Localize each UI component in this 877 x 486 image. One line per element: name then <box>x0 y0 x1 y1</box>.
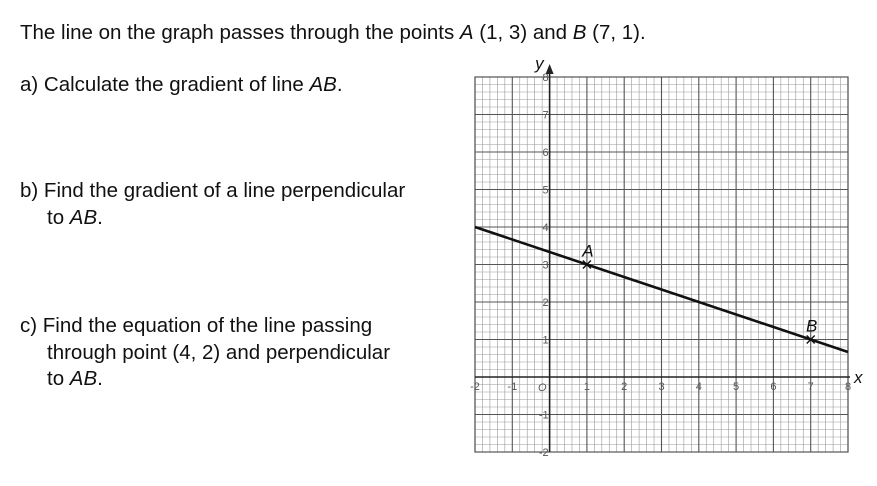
y-tick-label: 1 <box>542 334 549 347</box>
intro-part1: The line on the graph passes through the points <box>20 21 460 44</box>
x-tick-label: 5 <box>733 381 740 393</box>
y-tick-label: 3 <box>542 259 549 272</box>
x-tick-label: 8 <box>844 381 852 393</box>
x-tick-label: 3 <box>658 381 665 393</box>
point-a-coords: (1, 3) and <box>473 21 573 44</box>
question-c-var: AB <box>69 367 98 390</box>
y-tick-label: 6 <box>542 147 549 159</box>
question-b-var: AB <box>69 206 98 229</box>
x-tick-label: 2 <box>621 381 628 393</box>
point-b-label: B <box>806 316 818 336</box>
y-axis-label: y <box>535 54 544 73</box>
question-c-prefix: to <box>47 367 70 390</box>
point-a-label: A <box>582 241 594 261</box>
y-tick-label: 7 <box>542 109 549 122</box>
question-c-line1: c) Find the equation of the line passing <box>20 314 373 337</box>
x-axis-label: x <box>854 368 863 387</box>
question-a-var: AB <box>309 73 337 96</box>
question-a-text: a) Calculate the gradient of line <box>20 73 310 96</box>
point-a-name: A <box>459 21 474 44</box>
major-grid <box>475 77 848 452</box>
y-tick-label: -1 <box>538 409 549 422</box>
question-c-line2: through point (4, 2) and perpendicular <box>47 341 391 364</box>
point-b-coords: (7, 1). <box>586 21 646 44</box>
question-a-end: . <box>336 73 343 96</box>
y-tick-label: -2 <box>538 447 549 459</box>
question-b-end: . <box>97 206 103 229</box>
y-tick-label: 4 <box>542 222 549 234</box>
x-tick-label: 7 <box>807 381 814 393</box>
question-b-prefix: to <box>47 206 70 229</box>
x-tick-label: -1 <box>507 381 518 393</box>
x-tick-label: 4 <box>695 381 702 393</box>
origin-label: O <box>538 382 547 394</box>
y-tick-label: 5 <box>542 184 549 197</box>
y-tick-label: 8 <box>542 72 549 84</box>
question-b-line1: b) Find the gradient of a line perpendicular <box>20 179 406 202</box>
question-c-end: . <box>97 367 103 390</box>
x-tick-label: 6 <box>770 381 777 393</box>
x-tick-label: -2 <box>470 381 480 393</box>
x-tick-label: 1 <box>583 381 590 393</box>
point-b-name: B <box>572 21 587 44</box>
y-tick-label: 2 <box>542 297 549 309</box>
